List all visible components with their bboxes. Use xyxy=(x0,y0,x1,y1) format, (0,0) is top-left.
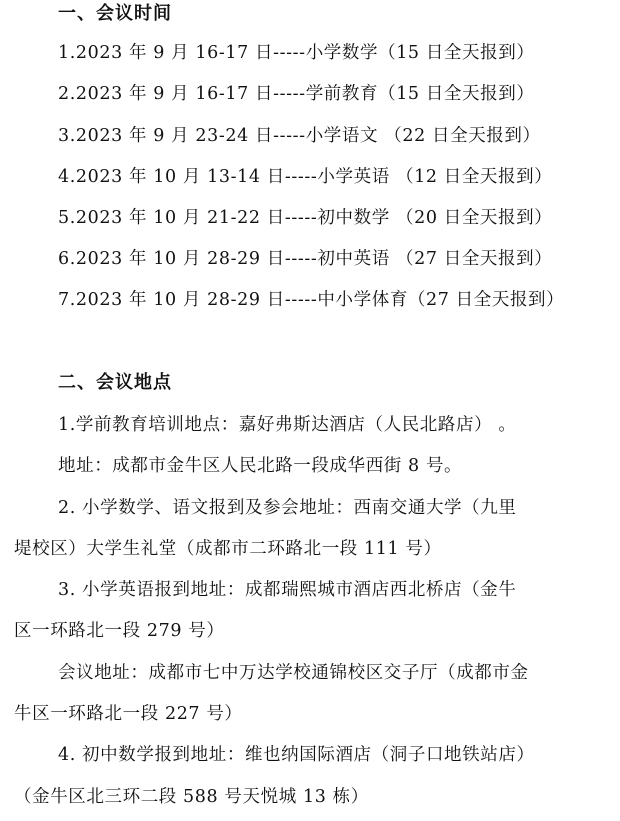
schedule-item-2: 2.2023 年 9 月 16-17 日-----学前教育（15 日全天报到） xyxy=(58,84,535,104)
schedule-item-5: 5.2023 年 10 月 21-22 日-----初中数学 （20 日全天报到） xyxy=(58,208,553,228)
location-line-4: 堤校区）大学生礼堂（成都市二环路北一段 111 号） xyxy=(14,539,442,559)
location-line-7: 会议地址：成都市七中万达学校通锦校区交子厅（成都市金 xyxy=(58,663,529,683)
section-heading-meeting-time: 一、会议时间 xyxy=(58,3,172,24)
section-heading-meeting-location: 二、会议地点 xyxy=(58,372,172,393)
location-line-6: 区一环路北一段 279 号） xyxy=(14,621,225,641)
schedule-item-1: 1.2023 年 9 月 16-17 日-----小学数学（15 日全天报到） xyxy=(58,43,535,63)
schedule-item-7: 7.2023 年 10 月 28-29 日-----中小学体育（27 日全天报到） xyxy=(58,290,565,310)
location-line-10: （金牛区北三环二段 588 号天悦城 13 栋） xyxy=(14,787,369,807)
location-line-9: 4. 初中数学报到地址：维也纳国际酒店（洞子口地铁站店） xyxy=(58,745,535,765)
location-line-1: 1.学前教育培训地点：嘉好弗斯达酒店（人民北路店） 。 xyxy=(58,415,517,435)
location-line-8: 牛区一环路北一段 227 号） xyxy=(14,704,243,724)
schedule-item-3: 3.2023 年 9 月 23-24 日-----小学语文 （22 日全天报到） xyxy=(58,126,541,146)
schedule-item-4: 4.2023 年 10 月 13-14 日-----小学英语 （12 日全天报到） xyxy=(58,167,553,187)
location-line-2: 地址：成都市金牛区人民北路一段成华西街 8 号。 xyxy=(58,456,463,476)
location-line-3: 2. 小学数学、语文报到及参会地址：西南交通大学（九里 xyxy=(58,498,517,518)
schedule-item-6: 6.2023 年 10 月 28-29 日-----初中英语 （27 日全天报到） xyxy=(58,249,553,269)
location-line-5: 3. 小学英语报到地址：成都瑞熙城市酒店西北桥店（金牛 xyxy=(58,580,517,600)
